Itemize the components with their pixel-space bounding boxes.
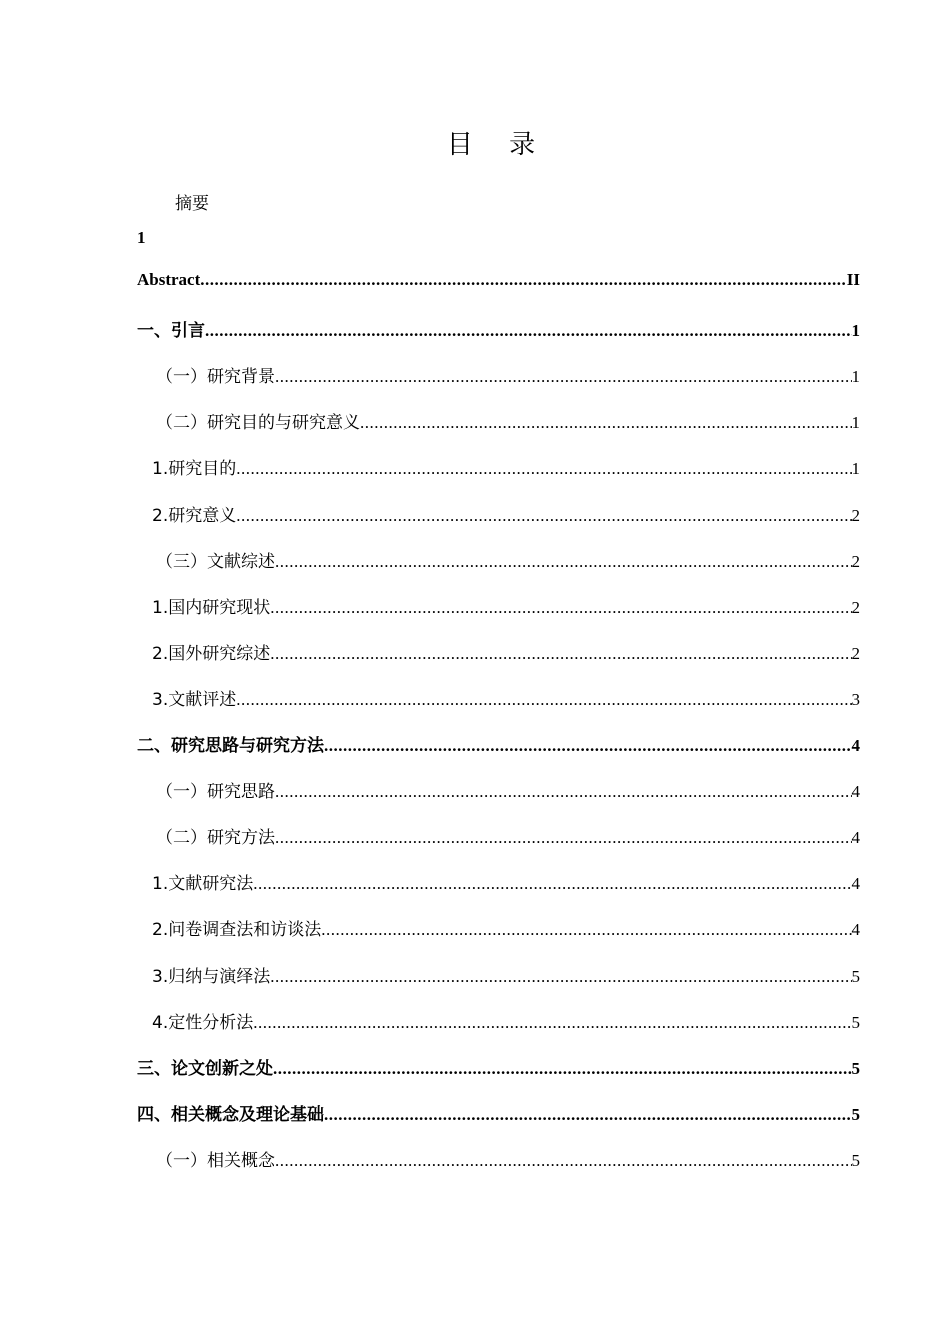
toc-entry-page: 3 (851, 689, 860, 709)
toc-dot-leader (270, 644, 851, 664)
toc-entry[interactable] (137, 270, 860, 296)
toc-entry-label: 3.归纳与演绎法 (152, 966, 271, 987)
toc-entry[interactable] (152, 501, 860, 527)
toc-entry-page: 4 (851, 782, 860, 802)
toc-entry-label: 4.定性分析法 (152, 1012, 254, 1033)
toc-entry[interactable] (152, 962, 860, 988)
toc-entry-label: 1.研究目的 (152, 459, 237, 480)
toc-dot-leader (275, 552, 852, 572)
toc-entry-page: 5 (851, 966, 860, 986)
toc-entry-label: 二、研究思路与研究方法 (137, 736, 324, 756)
toc-entry-label: （一）研究背景 (156, 367, 275, 388)
toc-entry-label: 2.研究意义 (152, 505, 237, 526)
toc-dot-leader (270, 598, 851, 618)
toc-entry[interactable] (137, 316, 860, 342)
toc-dot-leader (275, 367, 852, 387)
toc-entry-label: （一）研究思路 (156, 782, 275, 803)
toc-entry-page: II (846, 270, 860, 289)
toc-entry[interactable] (156, 777, 860, 803)
toc-dot-leader (253, 874, 851, 894)
toc-entry-label: 3.文献评述 (152, 689, 237, 710)
toc-summary-label: 摘要 (175, 194, 209, 214)
toc-dot-leader (236, 506, 851, 526)
toc-dot-leader (270, 967, 851, 987)
toc-entry-page: 1 (851, 459, 860, 479)
toc-entry-page: 1 (851, 367, 860, 387)
toc-entry[interactable] (156, 408, 860, 434)
toc-entry[interactable] (156, 547, 860, 573)
toc-dot-leader (275, 828, 852, 848)
toc-entry-page: 2 (851, 505, 860, 525)
toc-entry-page: 5 (851, 1150, 860, 1170)
toc-entry[interactable] (156, 823, 860, 849)
toc-dot-leader (253, 1013, 851, 1033)
toc-entry[interactable] (137, 731, 860, 757)
toc-entry[interactable] (156, 362, 860, 388)
toc-entry[interactable] (152, 593, 860, 619)
toc-entry[interactable] (152, 454, 860, 480)
toc-entry-page: 4 (851, 874, 860, 894)
toc-entry-label: （一）相关概念 (156, 1150, 275, 1171)
toc-entry-page: 1 (851, 321, 860, 341)
toc-entry-page: 4 (851, 920, 860, 940)
toc-entry-label: （三）文献综述 (156, 551, 275, 572)
toc-entry[interactable] (137, 1100, 860, 1126)
toc-dot-leader (236, 690, 851, 710)
toc-entry-label: 三、论文创新之处 (137, 1058, 273, 1079)
toc-entry-page: 2 (851, 643, 860, 663)
toc-dot-leader (321, 920, 851, 940)
toc-entry-page: 4 (851, 736, 860, 755)
toc-entry[interactable] (152, 639, 860, 665)
page-title: 目 录 (446, 130, 550, 160)
toc-entry[interactable] (152, 1008, 860, 1034)
toc-dot-leader (324, 736, 852, 756)
toc-entry-label: 1.国内研究现状 (152, 597, 271, 618)
toc-entry-label: Abstract (137, 270, 201, 289)
toc-dot-leader (200, 270, 847, 290)
toc-entry[interactable] (152, 685, 860, 711)
toc-entry-label: 一、引言 (137, 321, 205, 342)
toc-dot-leader (236, 459, 851, 479)
toc-entry-page: 5 (851, 1104, 860, 1124)
toc-dot-leader (360, 413, 852, 433)
toc-dot-leader (205, 321, 852, 341)
toc-entry-label: 2.问卷调查法和访谈法 (152, 920, 322, 941)
toc-entry-page: 2 (851, 551, 860, 571)
toc-entry-label: 1.文献研究法 (152, 874, 254, 895)
toc-entry-label: （二）研究目的与研究意义 (156, 413, 360, 434)
toc-entry[interactable] (152, 869, 860, 895)
toc-dot-leader (273, 1059, 852, 1079)
toc-summary-page: 1 (137, 228, 146, 247)
toc-entry-page: 1 (851, 413, 860, 433)
toc-entry-page: 4 (851, 828, 860, 848)
toc-dot-leader (324, 1105, 852, 1125)
toc-entry-page: 5 (851, 1012, 860, 1032)
toc-entry-label: （二）研究方法 (156, 828, 275, 849)
toc-entry-page: 5 (851, 1058, 860, 1078)
toc-entry-label: 四、相关概念及理论基础 (137, 1104, 324, 1125)
toc-entry-page: 2 (851, 597, 860, 617)
toc-entry[interactable] (152, 915, 860, 941)
toc-entry[interactable] (156, 1146, 860, 1172)
toc-entry-label: 2.国外研究综述 (152, 643, 271, 664)
toc-dot-leader (275, 1151, 852, 1171)
toc-dot-leader (275, 782, 852, 802)
toc-entry[interactable] (137, 1054, 860, 1080)
